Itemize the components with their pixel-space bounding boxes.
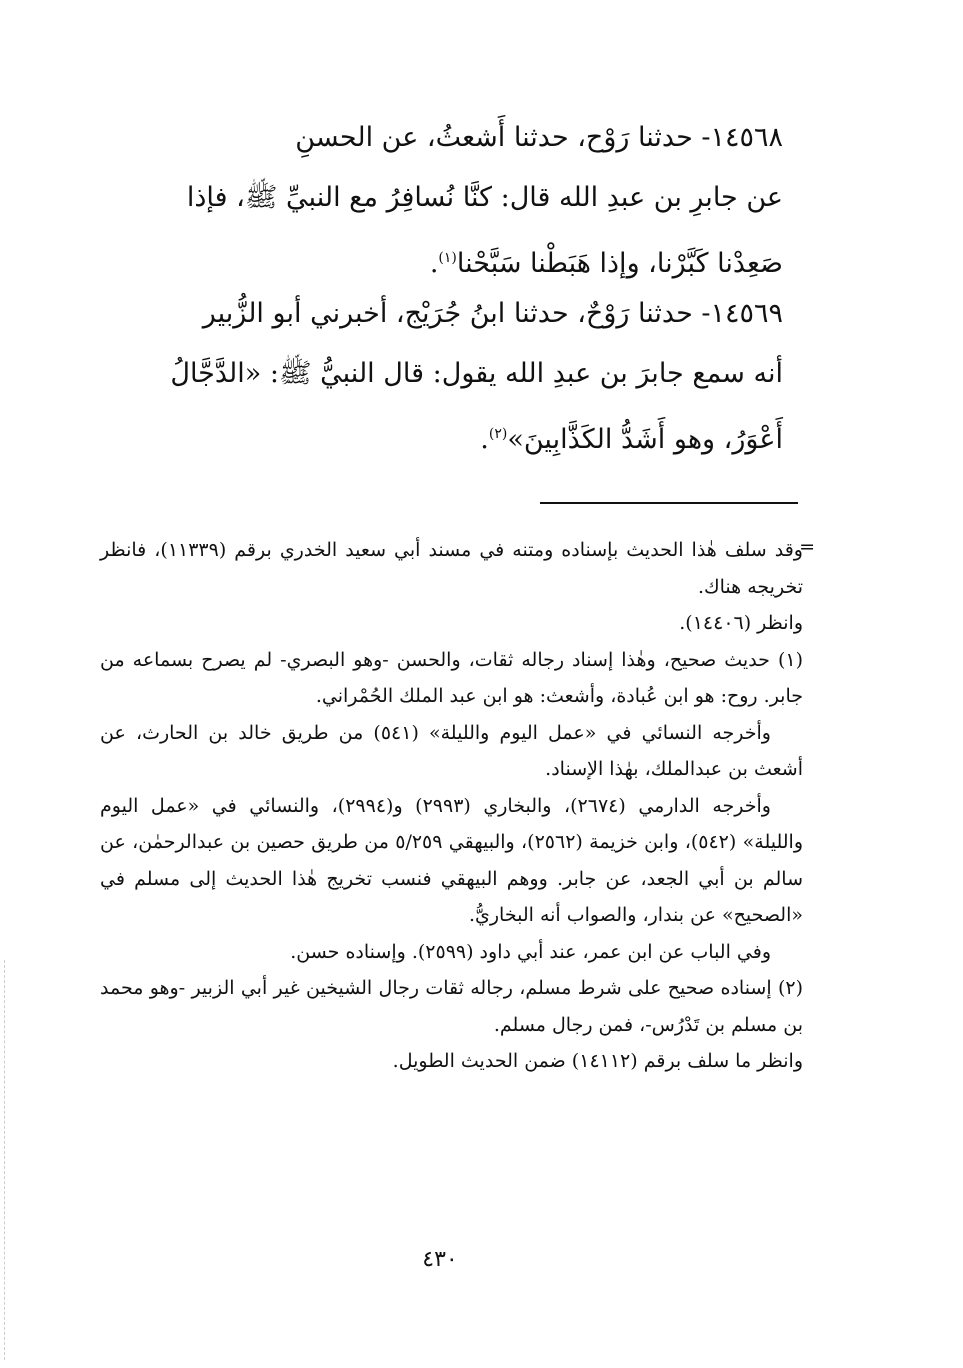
footnote-paragraph: وأخرجه الدارمي (٢٦٧٤)، والبخاري (٢٩٩٣) و(٢٩٩٤)، والنسائي في «عمل اليوم والليلة» (٥٤٢)، وابن خزيمة (٢٥٦٢)، والبيهقي ٥/٢٥٩ من طريق حصين بن عبدالرحمٰن، عن سالم بن أبي الجعد، عن جابر. ووهم البيهقي فنسب تخريج هٰذا الحديث إلى مسلم في «الصحيح» عن بندار، والصواب أنه البخاريُّ. <box>100 794 803 926</box>
hadith-matn-text: أَعْوَرُ، وهو أَشَدُّ الكَذَّابِينَ» <box>507 424 783 455</box>
footnote-paragraph: وأخرجه النسائي في «عمل اليوم والليلة» (٥٤١) من طريق خالد بن الحارث، عن أشعث بن عبدالملك، بهٰذا الإسناد. <box>100 721 803 780</box>
footnote-paragraph: (٢) إسناده صحيح على شرط مسلم، رجاله ثقات رجال الشيخين غير أبي الزبير -وهو محمد بن مسلم بن تَدْرُس-، فمن رجال مسلم. <box>100 977 803 1036</box>
page-number: ٤٣٠ <box>422 1247 458 1272</box>
footnote-paragraph: وقد سلف هٰذا الحديث بإسناده ومتنه في مسند أبي سعيد الخدري برقم (١١٣٣٩)، فانظر تخريجه هناك. <box>100 539 803 598</box>
hadith-isnad: ١٤٥٦٨- حدثنا رَوْح، حدثنا أَشعثُ، عن الحسنِ <box>295 122 783 153</box>
continuation-mark: = <box>799 536 815 558</box>
footnote-paragraph: وانظر ما سلف برقم (١٤١١٢) ضمن الحديث الطويل. <box>392 1050 803 1072</box>
footnote-separator <box>540 502 798 504</box>
hadith-matn-line: أَعْوَرُ، وهو أَشَدُّ الكَذَّابِينَ»$^{(٢)}$. <box>480 424 783 455</box>
footnote-paragraph: (١) حديث صحيح، وهٰذا إسناد رجاله ثقات، والحسن -وهو البصري- لم يصرح بسماعه من جابر. روح: هو ابن عُبادة، وأشعث: هو ابن عبد الملك الحُمْراني. <box>100 648 803 707</box>
hadith-matn <box>165 344 783 470</box>
footnote-ref-1: (١) <box>438 250 457 266</box>
footnote-ref-2: (٢) <box>488 426 508 442</box>
hadith-matn-line: صَعِدْنا كَبَّرْنا، وإذا هَبَطْنا سَبَّحْنا$^{(١)}$. <box>429 248 783 279</box>
hadith-matn-text: صَعِدْنا كَبَّرْنا، وإذا هَبَطْنا سَبَّحْنا <box>456 248 783 279</box>
footnotes <box>100 532 803 1080</box>
hadith-14568 <box>165 108 783 294</box>
hadith-isnad: ١٤٥٦٩- حدثنا رَوْحٌ، حدثنا ابنُ جُرَيْج، أخبرني أبو الزُّبير <box>202 298 783 329</box>
scan-edge-line <box>4 960 6 1360</box>
hadith-matn-line: أنه سمع جابرَ بن عبدِ الله يقول: قال النبيُّ ﷺ: «الدَّجَّالُ <box>170 358 783 389</box>
footnote-paragraph: وفي الباب عن ابن عمر، عند أبي داود (٢٥٩٩). وإسناده حسن. <box>290 940 771 963</box>
hadith-matn-line: عن جابرِ بن عبدِ الله قال: كنَّا نُسافِرُ مع النبيِّ ﷺ، فإذا <box>186 182 783 213</box>
hadith-14569 <box>165 284 783 470</box>
hadith-matn <box>165 168 783 294</box>
footnote-paragraph: وانظر (١٤٤٠٦). <box>679 612 803 634</box>
